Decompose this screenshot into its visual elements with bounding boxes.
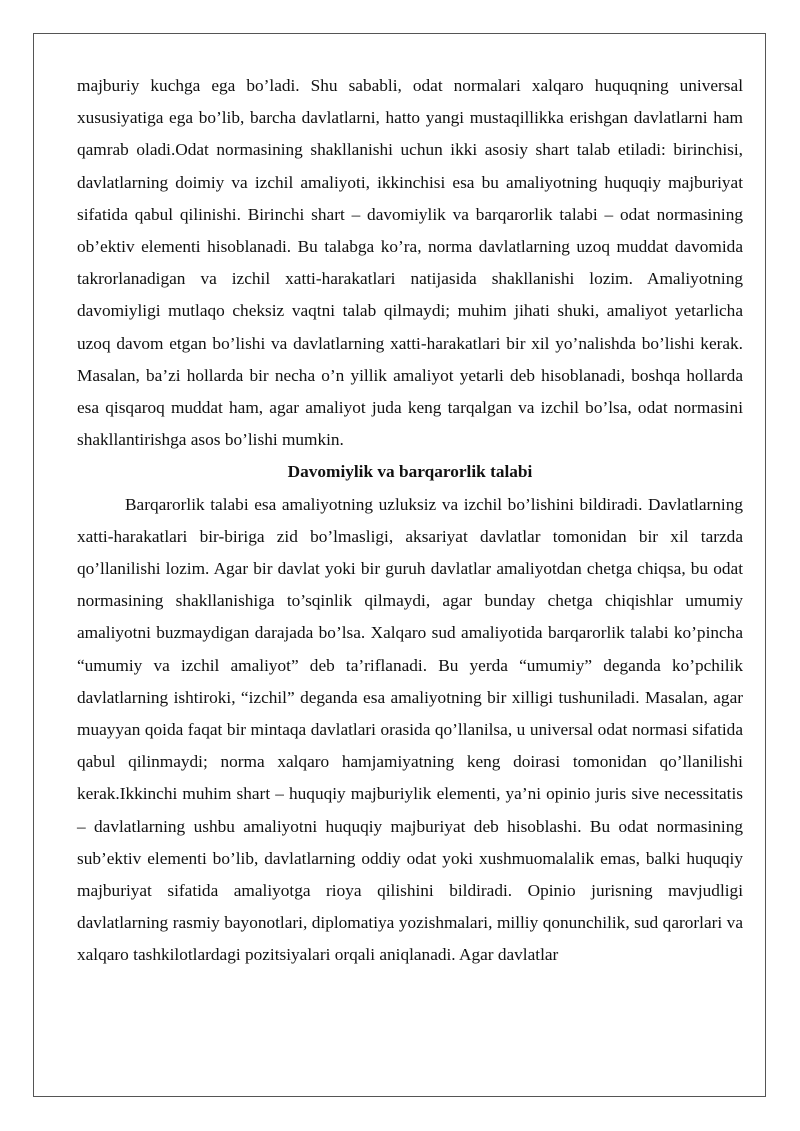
document-body xyxy=(77,70,743,972)
paragraph-intro: majburiy kuchga ega bo’ladi. Shu sababli, odat normalari xalqaro huquqning universal xususiyatiga ega bo’lib, barcha davlatlarni, hatto yangi mustaqillikka erishgan davlatlarni ham qamrab oladi.Odat normasining shakllanishi uchun ikki asosiy shart talab etiladi: birinchisi, davlatlarning doimiy va izchil amaliyoti, ikkinchisi esa bu amaliyotning huquqiy majburiyat sifatida qabul qilinishi. Birinchi shart – davomiylik va barqarorlik talabi – odat normasining ob’ektiv elementi hisoblanadi. Bu talabga ko’ra, norma davlatlarning uzoq muddat davomida takrorlanadigan va izchil xatti-harakatlari natijasida shakllanishi lozim. Amaliyotning davomiyligi mutlaqo cheksiz vaqtni talab qilmaydi; muhim jihati shuki, amaliyot yetarlicha uzoq davom etgan bo’lishi va davlatlarning xatti-harakatlari bir xil yo’nalishda bo’lishi kerak. Masalan, ba’zi hollarda bir necha o’n yillik amaliyot yetarli deb hisoblanadi, boshqa hollarda esa qisqaroq muddat ham, agar amaliyot juda keng tarqalgan va izchil bo’lsa, odat normasini shakllantirishga asos bo’lishi mumkin. xyxy=(77,76,743,450)
section-heading: Davomiylik va barqarorlik talabi xyxy=(287,462,533,482)
paragraph-stability: Barqarorlik talabi esa amaliyotning uzluksiz va izchil bo’lishini bildiradi. Davlatlarning xatti-harakatlari bir-biriga zid bo’lmasligi, aksariyat davlatlar tomonidan bir xil tarzda qo’llanilishi lozim. Agar bir davlat yoki bir guruh davlatlar amaliyotdan chetga chiqsa, bu odat normasining shakllanishiga to’sqinlik qilmaydi, agar bunday chetga chiqishlar umumiy amaliyotni buzmaydigan darajada bo’lsa. Xalqaro sud amaliyotida barqarorlik talabi ko’pincha “umumiy va izchil amaliyot” deb ta’riflanadi. Bu yerda “umumiy” deganda ko’pchilik davlatlarning ishtiroki, “izchil” deganda esa amaliyotning bir xilligi tushuniladi. Masalan, agar muayyan qoida faqat bir mintaqa davlatlari orasida qo’llanilsa, u universal odat normasi sifatida qabul qilinmaydi; norma xalqaro hamjamiyatning keng doirasi tomonidan qo’llanilishi kerak.Ikkinchi muhim shart – huquqiy majburiylik elementi, ya’ni opinio juris sive necessitatis – davlatlarning ushbu amaliyotni huquqiy majburiyat deb hisoblashi. Bu odat normasining sub’ektiv elementi bo’lib, davlatlarning oddiy odat yoki xushmuomalalik emas, balki huquqiy majburiyat sifatida amaliyotga rioya qilishini bildiradi. Opinio jurisning mavjudligi davlatlarning rasmiy bayonotlari, diplomatiya yozishmalari, milliy qonunchilik, sud qarorlari va xalqaro tashkilotlardagi pozitsiyalari orqali aniqlanadi. Agar davlatlar xyxy=(77,494,743,965)
